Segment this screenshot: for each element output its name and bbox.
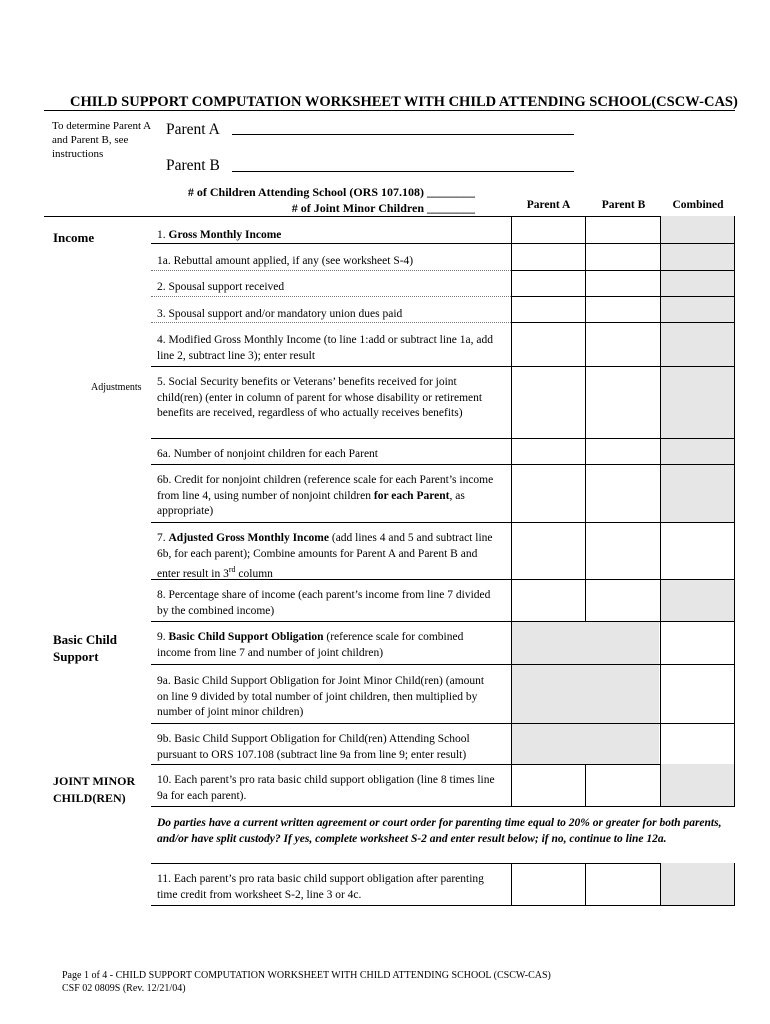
section-adjustments: Adjustments [91, 382, 142, 393]
row-rule [151, 270, 511, 271]
row-rule [151, 664, 511, 665]
row-rule [151, 764, 511, 765]
grid-rule [511, 296, 735, 297]
row-rule [151, 464, 511, 465]
entry-grid-row-11 [511, 863, 735, 905]
row-10-parent-a[interactable] [511, 764, 585, 806]
row-11: 11. Each parent’s pro rata basic child support obligation after parenting time credit from worksheet S-2, line 3 or 4c. [157, 873, 484, 901]
col-head-parent-a: Parent A [526, 199, 571, 211]
row-10-combined [660, 764, 735, 806]
shaded-cell [661, 579, 734, 621]
row-11-combined [660, 863, 735, 905]
footer-page-info: Page 1 of 4 - CHILD SUPPORT COMPUTATION WORKSHEET WITH CHILD ATTENDING SCHOOL (CSCW-CAS) [62, 970, 551, 981]
row-10: 10. Each parent’s pro rata basic child support obligation (line 8 times line 9a for each parent). [157, 774, 495, 802]
row-11-parent-a[interactable] [511, 863, 585, 905]
row-rule [151, 296, 511, 297]
parent-a-label: Parent A [166, 121, 220, 138]
parent-instructions: To determine Parent A and Parent B, see instructions [52, 120, 151, 160]
row-4: 4. Modified Gross Monthly Income (to line 1:add or subtract line 1a, add line 2, subtract line 3); enter result [157, 334, 493, 362]
grid-rule [511, 723, 735, 724]
parent-b-label: Parent B [166, 157, 220, 174]
row-rule [151, 579, 511, 580]
footer-form-number: CSF 02 0809S (Rev. 12/21/04) [62, 983, 186, 994]
row-7: 7. Adjusted Gross Monthly Income (add lines 4 and 5 and subtract line 6b, for each parent); Combine amounts for Parent A and Parent B and enter result in 3rd column [157, 532, 493, 580]
row-rule [151, 366, 511, 367]
row-3: 3. Spousal support and/or mandatory union dues paid [157, 308, 403, 320]
grid-rule [511, 464, 735, 465]
row-rule [151, 322, 511, 323]
entry-grid-main [511, 216, 735, 764]
row-10-parent-b[interactable] [585, 764, 660, 806]
row-8: 8. Percentage share of income (each parent’s income from line 7 divided by the combined income) [157, 589, 491, 617]
row-rule [151, 243, 511, 244]
grid-rule [511, 243, 735, 244]
children-attending-school-field[interactable]: # of Children Attending School (ORS 107.108) ________ [187, 185, 475, 199]
parent-b-name-field[interactable] [232, 171, 574, 172]
form-title: CHILD SUPPORT COMPUTATION WORKSHEET WITH CHILD ATTENDING SCHOOL(CSCW-CAS) [70, 94, 738, 110]
title-rule [44, 110, 735, 111]
entry-grid-row-10 [511, 764, 735, 806]
shaded-cell [512, 664, 659, 723]
section-basic-child-support: Basic Child Support [53, 632, 117, 664]
row-rule [151, 438, 511, 439]
row-5: 5. Social Security benefits or Veterans’ benefits received for joint child(ren) (enter in column of parent for whose disability or retirement benefits are received, regardless of who actually receives benefits) [157, 376, 483, 419]
shaded-cell [661, 216, 734, 366]
shaded-cell [661, 464, 734, 522]
grid-rule [511, 270, 735, 271]
row-rule [151, 905, 735, 906]
row-6b: 6b. Credit for nonjoint children (reference scale for each Parent’s income from line 4, using number of nonjoint children for each Parent, as appropriate) [157, 474, 494, 517]
row-rule [151, 806, 735, 807]
grid-rule [511, 621, 735, 622]
row-rule [151, 723, 511, 724]
grid-rule [511, 664, 735, 665]
col-head-combined: Combined [672, 199, 724, 211]
shaded-cell [661, 366, 734, 464]
parenting-time-question: Do parties have a current written agreement or court order for parenting time equal to 20% or greater for both parents, and/or have split custody? If yes, complete worksheet S-2 and enter result below; if no, continue to line 12a. [157, 817, 722, 845]
row-9a: 9a. Basic Child Support Obligation for Joint Minor Child(ren) (amount on line 9 divided by total number of joint children, then multiplied by number of joint minor children) [157, 675, 485, 718]
joint-minor-children-field[interactable]: # of Joint Minor Children ________ [291, 201, 475, 215]
row-rule [151, 522, 511, 523]
shaded-cell [512, 621, 659, 664]
grid-rule [511, 366, 735, 367]
col-head-parent-b: Parent B [601, 199, 646, 211]
grid-rule [511, 522, 735, 523]
row-9: 9. Basic Child Support Obligation (reference scale for combined income from line 7 and number of joint children) [157, 631, 464, 659]
row-1: 1. Gross Monthly Income [157, 229, 282, 241]
row-1a: 1a. Rebuttal amount applied, if any (see worksheet S-4) [157, 255, 414, 267]
parent-a-name-field[interactable] [232, 134, 574, 135]
row-9b: 9b. Basic Child Support Obligation for Child(ren) Attending School pursuant to ORS 107.108 (subtract line 9a from line 9; enter result) [157, 733, 470, 761]
row-2: 2. Spousal support received [157, 281, 285, 293]
row-6a: 6a. Number of nonjoint children for each Parent [157, 448, 378, 460]
grid-rule [511, 322, 735, 323]
row-rule [151, 621, 511, 622]
grid-rule [511, 438, 735, 439]
grid-rule [511, 579, 735, 580]
section-joint-minor: JOINT MINOR CHILD(REN) [53, 774, 136, 805]
shaded-cell [512, 723, 659, 764]
section-income: Income [53, 230, 95, 245]
row-11-parent-b[interactable] [585, 863, 660, 905]
